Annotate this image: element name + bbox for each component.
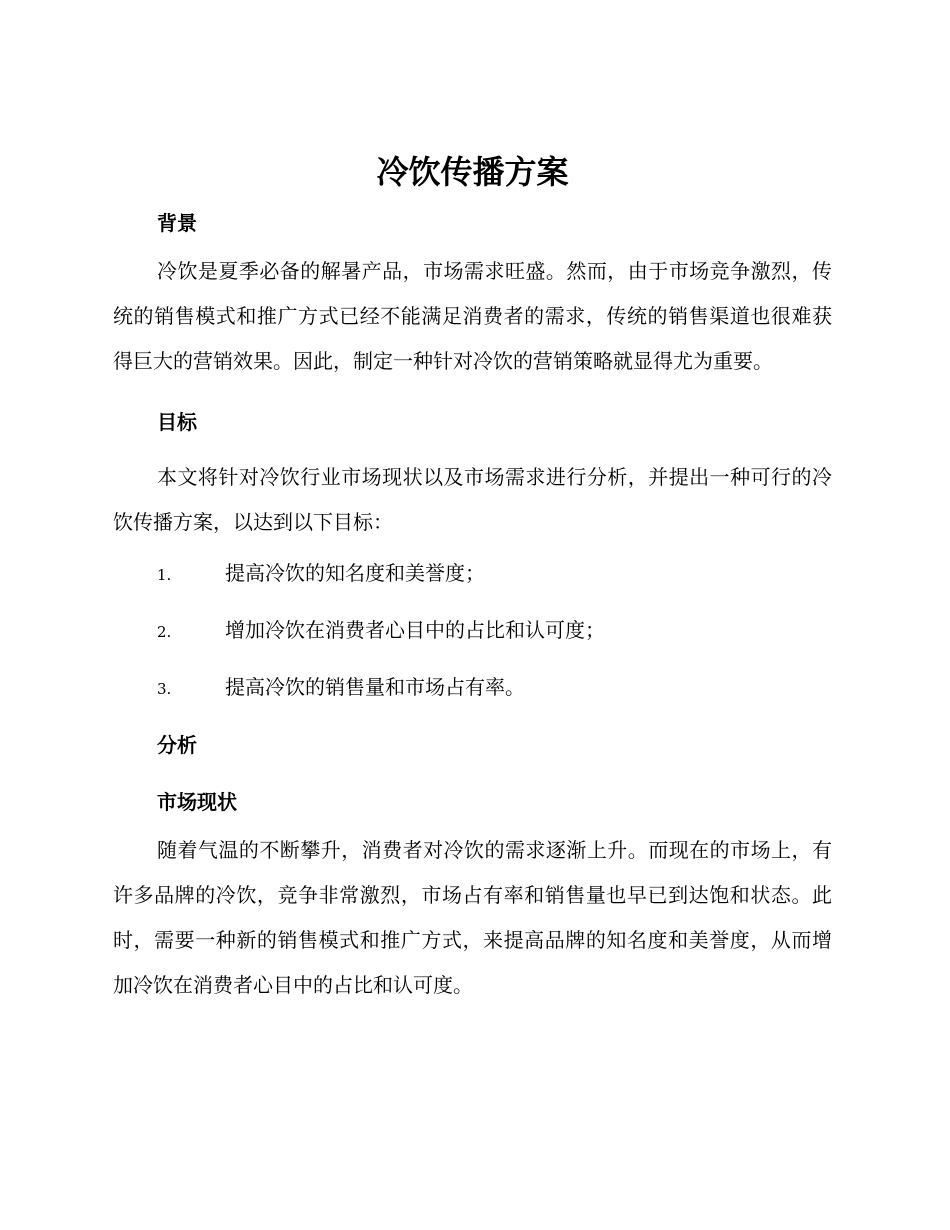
list-item [113,558,832,615]
list-item-number: 2. [157,623,172,641]
goal-paragraph: 本文将针对冷饮行业市场现状以及市场需求进行分析，并提出一种可行的冷饮传播方案，以达到以下目标： [113,465,832,534]
section-heading-analysis: 分析 [157,733,197,757]
list-item [113,672,832,729]
list-item [113,615,832,672]
market-paragraph: 随着气温的不断攀升，消费者对冷饮的需求逐渐上升。而现在的市场上，有许多品牌的冷饮，竞争非常激烈，市场占有率和销售量也早已到达饱和状态。此时，需要一种新的销售模式和推广方式，来提高品牌的知名度和美誉度，从而增加冷饮在消费者心目中的占比和认可度。 [113,838,832,997]
list-item-number: 3. [157,680,172,698]
subsection-heading-market: 市场现状 [157,790,237,814]
list-item-text: 提高冷饮的知名度和美誉度； [225,561,485,585]
document-title: 冷饮传播方案 [376,153,569,191]
section-heading-goal: 目标 [157,410,197,434]
section-heading-background: 背景 [157,211,197,235]
background-paragraph: 冷饮是夏季必备的解暑产品，市场需求旺盛。然而，由于市场竞争激烈，传统的销售模式和推广方式已经不能满足消费者的需求，传统的销售渠道也很难获得巨大的营销效果。因此，制定一种针对冷饮的营销策略就显得尤为重要。 [113,259,832,373]
goal-list [113,558,832,729]
list-item-text: 增加冷饮在消费者心目中的占比和认可度； [225,618,605,642]
list-item-text: 提高冷饮的销售量和市场占有率。 [225,675,525,699]
list-item-number: 1. [157,566,172,584]
